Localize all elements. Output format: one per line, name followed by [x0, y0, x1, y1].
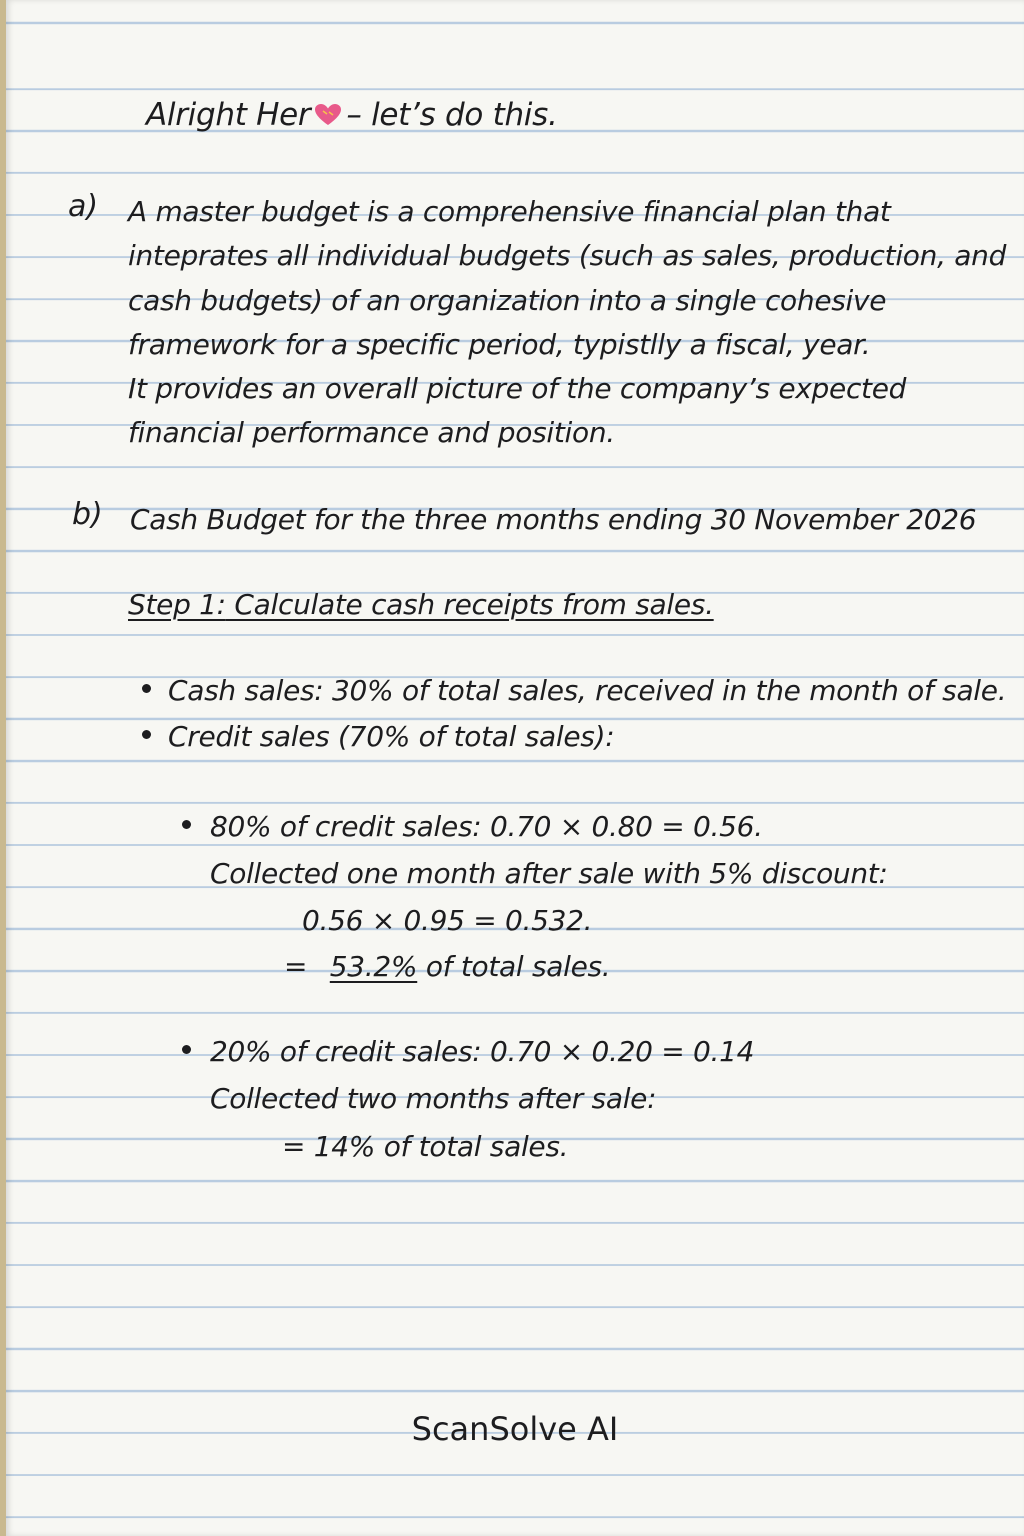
- step1-heading: [128, 588, 714, 622]
- step1-label: Step 1:: [128, 588, 226, 621]
- sub2-result: = 14% of total sales.: [282, 1130, 569, 1163]
- bullet-dot: [142, 684, 151, 693]
- part-a-line: financial performance and position.: [128, 416, 615, 449]
- sub1-calc: 0.56 × 0.95 = 0.532.: [302, 904, 593, 937]
- part-b-label: b): [72, 497, 103, 532]
- cash-budget-title: Cash Budget for the three months ending 30 November 2026: [130, 503, 977, 536]
- part-a-line: inteprates all individual budgets (such as sales, production, and: [128, 239, 1007, 272]
- part-a-line: A master budget is a comprehensive financial plan that: [128, 195, 891, 228]
- bullet-credit-sales: Credit sales (70% of total sales):: [168, 720, 615, 753]
- sub1-line2: Collected one month after sale with 5% discount:: [210, 857, 888, 890]
- part-a-line: framework for a specific period, typistlly a fiscal, year.: [128, 328, 871, 361]
- part-a-label: a): [68, 189, 99, 224]
- greeting-after: – let’s do this.: [346, 97, 558, 133]
- sub1-result-eq: =: [284, 950, 308, 983]
- sub1-line1: 80% of credit sales: 0.70 × 0.80 = 0.56.: [210, 810, 763, 843]
- footer-brand: ScanSolve AI: [411, 1410, 619, 1448]
- bullet-cash-sales: Cash sales: 30% of total sales, received in the month of sale.: [168, 674, 1007, 707]
- part-a-line: cash budgets) of an organization into a single cohesive: [128, 284, 887, 317]
- sub2-line1: 20% of credit sales: 0.70 × 0.20 = 0.14: [210, 1035, 755, 1068]
- sub2-line2: Collected two months after sale:: [210, 1082, 657, 1115]
- bullet-dot: [142, 730, 151, 739]
- notebook-page: [6, 0, 1024, 1536]
- greeting-before: Alright Her: [146, 97, 311, 133]
- part-a-line: It provides an overall picture of the company’s expected: [128, 372, 907, 405]
- step1-text: Calculate cash receipts from sales.: [225, 588, 714, 621]
- sub1-result-rest: of total sales.: [417, 950, 611, 983]
- greeting: [146, 98, 558, 132]
- sub-bullet-dot: [182, 820, 191, 829]
- heart-icon: [314, 100, 342, 124]
- sub1-result-value: 53.2%: [329, 950, 418, 983]
- sub-bullet-dot: [182, 1045, 191, 1054]
- sub1-result: [284, 950, 610, 984]
